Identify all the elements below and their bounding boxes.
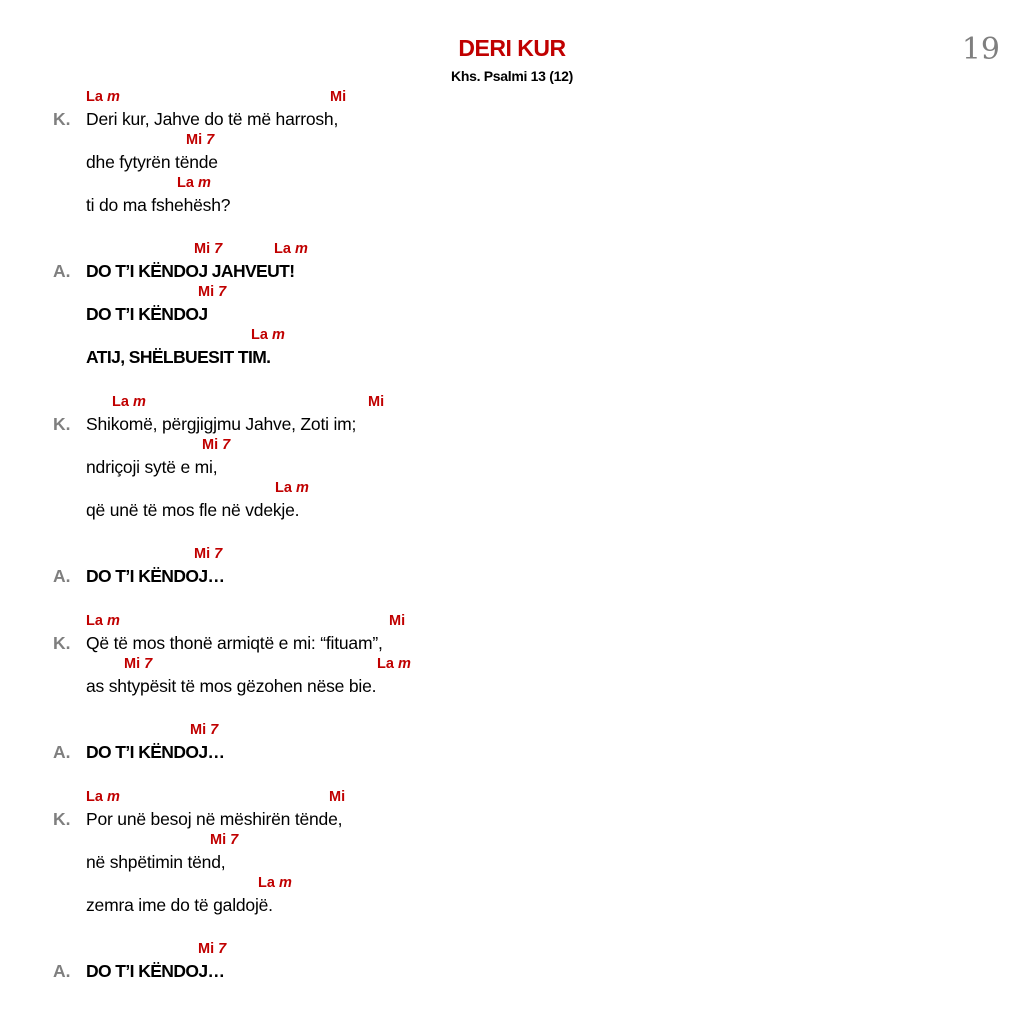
chord: Mi bbox=[330, 89, 347, 105]
assembly-marker: A. bbox=[53, 742, 71, 762]
lyric-line: dhe fytyrën tënde bbox=[86, 152, 218, 172]
cantor-marker: K. bbox=[53, 809, 71, 829]
chord: La m bbox=[86, 89, 120, 105]
lyric-line: ndriçoji sytë e mi, bbox=[86, 457, 218, 477]
refrain-line: ATIJ, SHËLBUESIT TIM. bbox=[86, 347, 271, 367]
chord: La m bbox=[86, 613, 120, 629]
chord: Mi 7 bbox=[210, 832, 239, 848]
lyric-line: ti do ma fshehësh? bbox=[86, 195, 231, 215]
lyric-line: as shtypësit të mos gëzohen nëse bie. bbox=[86, 676, 377, 696]
chord: La m bbox=[274, 241, 308, 257]
chord: Mi 7 bbox=[190, 722, 219, 738]
chord: La m bbox=[86, 789, 120, 805]
page-number: 19 bbox=[961, 32, 1000, 67]
lyric-line: Por unë besoj në mëshirën tënde, bbox=[86, 809, 343, 829]
lyric-line: Shikomë, përgjigjmu Jahve, Zoti im; bbox=[86, 414, 357, 434]
chord: La m bbox=[251, 327, 285, 343]
chord: Mi bbox=[389, 613, 406, 629]
chord: Mi 7 bbox=[186, 132, 215, 148]
assembly-marker: A. bbox=[53, 566, 71, 586]
chord: Mi 7 bbox=[124, 656, 153, 672]
lyric-line: në shpëtimin tënd, bbox=[86, 852, 226, 872]
cantor-marker: K. bbox=[53, 633, 71, 653]
assembly-marker: A. bbox=[53, 961, 71, 981]
song-title: DERI KUR bbox=[458, 35, 566, 61]
chord: Mi 7 bbox=[194, 241, 223, 257]
cantor-marker: K. bbox=[53, 109, 71, 129]
chord: Mi 7 bbox=[194, 546, 223, 562]
chord: La m bbox=[258, 875, 292, 891]
chord: La m bbox=[177, 175, 211, 191]
refrain-line: DO T’I KËNDOJ bbox=[86, 304, 208, 324]
lyric-line: që unë të mos fle në vdekje. bbox=[86, 500, 300, 520]
refrain-line: DO T’I KËNDOJ… bbox=[86, 742, 225, 762]
chord: Mi 7 bbox=[202, 437, 231, 453]
lyric-line: Deri kur, Jahve do të më harrosh, bbox=[86, 109, 339, 129]
song-subtitle: Khs. Psalmi 13 (12) bbox=[451, 68, 573, 84]
lyric-line: zemra ime do të galdojë. bbox=[86, 895, 273, 915]
refrain-line: DO T’I KËNDOJ JAHVEUT! bbox=[86, 261, 295, 281]
lyric-line: Që të mos thonë armiqtë e mi: “fituam”, bbox=[86, 633, 383, 653]
chord: Mi bbox=[329, 789, 346, 805]
assembly-marker: A. bbox=[53, 261, 71, 281]
chord: La m bbox=[112, 394, 146, 410]
chord: Mi bbox=[368, 394, 385, 410]
chord: Mi 7 bbox=[198, 284, 227, 300]
refrain-line: DO T’I KËNDOJ… bbox=[86, 566, 225, 586]
cantor-marker: K. bbox=[53, 414, 71, 434]
refrain-line: DO T’I KËNDOJ… bbox=[86, 961, 225, 981]
chord: La m bbox=[275, 480, 309, 496]
chord: La m bbox=[377, 656, 411, 672]
chord: Mi 7 bbox=[198, 941, 227, 957]
